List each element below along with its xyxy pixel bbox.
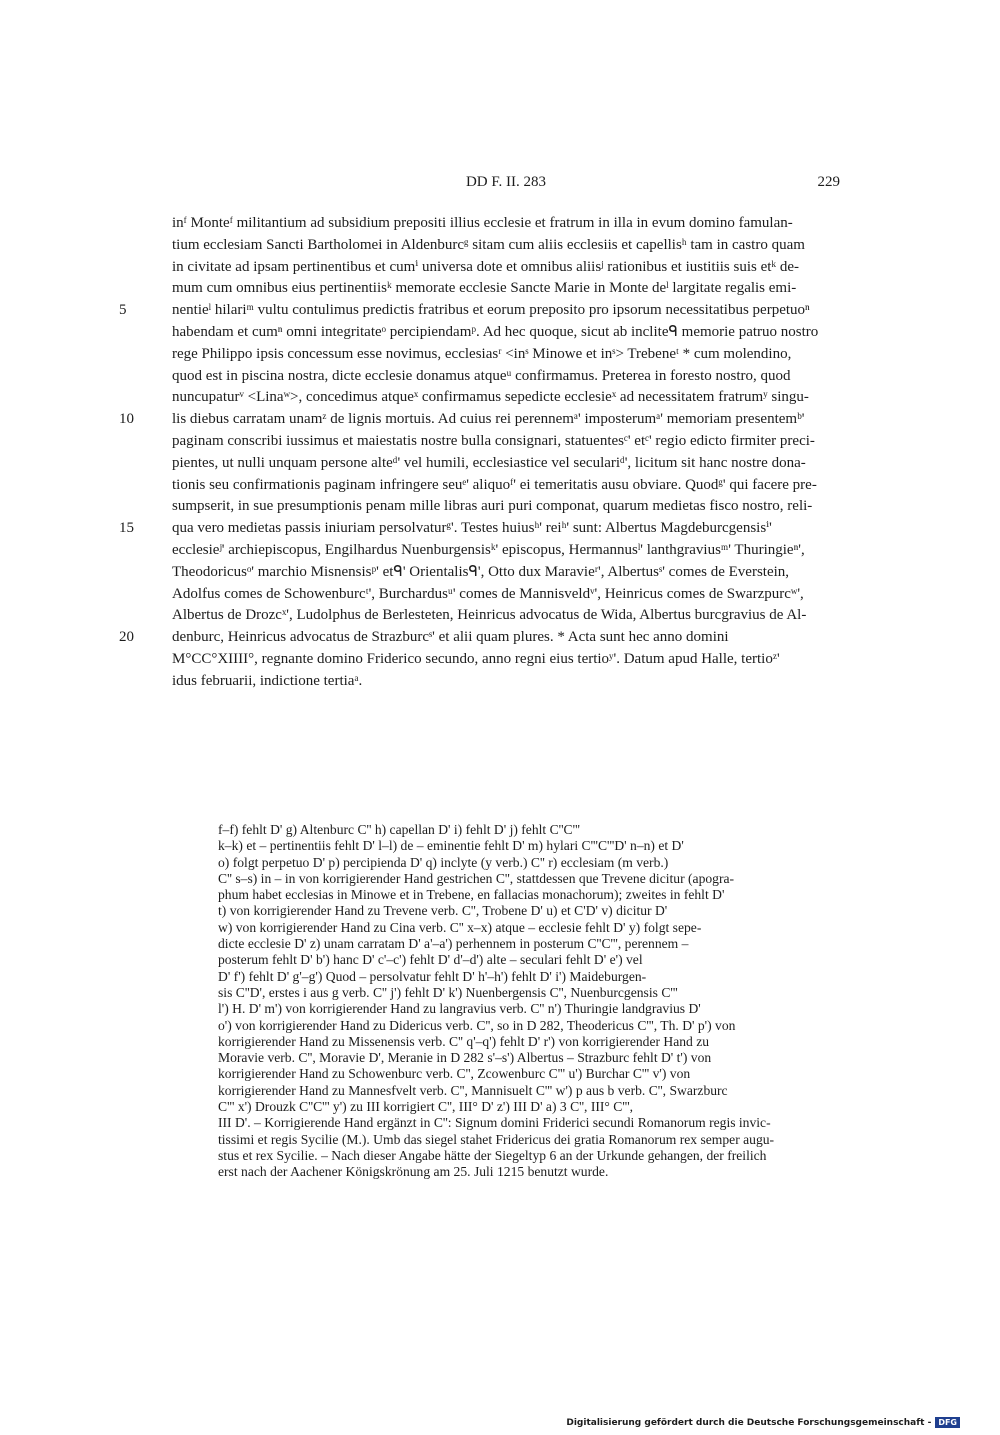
line-text: Albertus de Drozcˣ', Ludolphus de Berlesteten, Heinricus advocatus de Wida, Albertus burcgravius de Al-	[172, 607, 807, 624]
line-text: denburc, Heinricus advocatus de Strazburcˢ' et alii quam plures. * Acta sunt hec anno domini	[172, 629, 729, 646]
line-text: nuncupaturᵛ <Linaʷ>, concedimus atqueˣ confirmamus sepedicte ecclesieˣ ad necessitatem fratrumʸ singu-	[172, 389, 809, 406]
text-line	[172, 344, 840, 366]
text-line	[172, 278, 840, 300]
line-text: pientes, ut nulli unquam persone alteᵈ' vel humili, ecclesiastice vel seculariᵈ', licitum sit hanc nostre dona-	[172, 454, 806, 471]
line-text: nentieˡ hilariᵐ vultu contulimus predictis fratribus et eorum preposito pro ipsorum necessitatibus perpetuoⁿ	[172, 302, 810, 319]
running-title: DD F. II. 283	[465, 174, 547, 190]
text-line	[172, 387, 840, 409]
text-line	[172, 496, 840, 518]
text-line	[119, 300, 840, 322]
note-line: korrigierender Hand zu Mannesfvelt verb. C'', Mannisuelt C''' w') p aus b verb. C'', Swarzburc	[218, 1082, 728, 1098]
line-text: tium ecclesiam Sancti Bartholomei in Aldenburcᵍ sitam cum aliis ecclesiis et capellisʰ tam in castro quam	[172, 236, 805, 253]
text-line	[172, 605, 840, 627]
text-line	[172, 257, 840, 279]
note-line: o) folgt perpetuo D' p) percipienda D' q) inclyte (y verb.) C'' r) ecclesiam (m verb.)	[218, 854, 669, 870]
line-text: sumpserit, in sue presumptionis penam mille libras auri puri componat, quarum medietas fisco nostro, reli-	[172, 498, 813, 515]
line-text: rege Philippo ipsis concessum esse novimus, ecclesiasʳ <inˢ Minowe et inˢ> Trebeneᵗ * cum molendino,	[172, 345, 792, 362]
text-line	[172, 453, 840, 475]
note-line: tissimi et regis Sycilie (M.). Umb das siegel stahet Fridericus dei gratia Romanorum rex semper augu-	[218, 1131, 775, 1147]
note-line: l') H. D' m') von korrigierender Hand zu langravius verb. C'' n') Thuringie landgravius D'	[218, 1001, 701, 1017]
line-number: 20	[119, 629, 134, 646]
line-text: Adolfus comes de Schowenburcᵗ', Burchardusᵘ' comes de Mannisveldᵛ', Heinricus comes de Swarzpurcʷ',	[172, 585, 804, 602]
note-line: korrigierender Hand zu Missenensis verb. C'' q'–q') fehlt D' r') von korrigierender Hand zu	[218, 1033, 710, 1049]
text-line	[172, 649, 840, 671]
line-text: quod est in piscina nostra, dicte ecclesie donamus atqueᵘ confirmamus. Preterea in foresto nostro, quod	[172, 367, 791, 384]
text-line	[172, 235, 840, 257]
page-number: 229	[817, 174, 840, 190]
line-text: habendam et cumⁿ omni integritateᵒ percipiendamᵖ. Ad hec quoque, sicut ab incliteᑫ memorie patruo nostro	[172, 323, 819, 340]
note-line: phum habet ecclesias in Minowe et in Trebene, en fallacias monachorum); zweites in fehlt D'	[218, 887, 725, 903]
text-line	[119, 518, 840, 540]
note-line: o') von korrigierender Hand zu Didericus verb. C'', so in D 282, Theodericus C''', Th. D' p') von	[218, 1017, 736, 1033]
text-line	[172, 540, 840, 562]
note-line: III D'. – Korrigierende Hand ergänzt in C'': Signum domini Friderici secundi Romanorum regis invic-	[218, 1115, 771, 1131]
line-text: idus februarii, indictione tertiaᵃ.	[172, 672, 363, 689]
note-line: dicte ecclesie D' z) unam carratam D' a'–a') perhennem in posterum C''C''', perennem –	[218, 936, 689, 952]
note-line: C''' x') Drouzk C''C''' y') zu III korrigiert C'', III° D' z') III D' a) 3 C'', III° C''',	[218, 1099, 634, 1115]
digitization-credit	[566, 1417, 960, 1428]
line-number: 10	[119, 411, 134, 428]
line-text: Theodoricusᵒ' marchio Misnensisᵖ' etᑫ' Orientalisᑫ', Otto dux Maravieʳ', Albertusˢ' comes de Everstein,	[172, 563, 790, 580]
line-number: 15	[119, 520, 134, 537]
note-line: w) von korrigierender Hand zu Cina verb. C'' x–x) atque – ecclesie fehlt D' y) folgt sepe-	[218, 919, 702, 935]
note-line: korrigierender Hand zu Schowenburc verb. C'', Zcowenburc C''' u') Burchar C''' v') von	[218, 1066, 691, 1082]
note-line: C'' s–s) in – in von korrigierender Hand gestrichen C'', stattdessen que Trevene dicitur (apogra-	[218, 870, 735, 886]
charter-text	[119, 213, 840, 693]
line-text: tionis seu confirmationis paginam infringere seuᵉ' aliquoᶠ' ei temeritatis ausu obviare. Quodᵍ' qui facere pre-	[172, 476, 817, 493]
text-line	[119, 627, 840, 649]
line-text: inᶠ Monteᶠ militantium ad subsidium prepositi illius ecclesie et fratrum in illa in evum domino famulan-	[172, 215, 793, 231]
note-line: erst nach der Aachener Königskrönung am 25. Juli 1215 benutzt wurde.	[218, 1164, 609, 1180]
critical-apparatus	[218, 822, 842, 1181]
text-line	[172, 431, 840, 453]
text-line	[172, 322, 840, 344]
note-line: t) von korrigierender Hand zu Trevene verb. C'', Trobene D' u) et C'D' v) dicitur D'	[218, 903, 668, 919]
line-text: qua vero medietas passis iniuriam persolvaturᵍ'. Testes huiusʰ' reiʰ' sunt: Albertus Magdeburcgensisⁱ'	[172, 520, 772, 537]
line-text: paginam conscribi iussimus et maiestatis nostre bulla consignari, statuentesᶜ' etᶜ' regio edicto firmiter preci-	[172, 432, 815, 449]
dfg-logo: DFG	[935, 1417, 960, 1428]
note-line: sis C''D', erstes i aus g verb. C'' j') fehlt D' k') Nuenbergensis C'', Nuenburcgensis C'''	[218, 984, 678, 1000]
line-text: in civitate ad ipsam pertinentibus et cumⁱ universa dote et omnibus aliisʲ rationibus et iustitiis suis etᵏ de-	[172, 258, 800, 275]
text-line	[172, 213, 840, 235]
line-text: M°CC°XIIII°, regnante domino Friderico secundo, anno regni eius tertioʸ'. Datum apud Halle, tertioᶻ'	[172, 650, 780, 667]
line-text: ecclesieʲ' archiepiscopus, Engilhardus Nuenburgensisᵏ' episcopus, Hermannusˡ' lanthgraviusᵐ' Thuringieⁿ',	[172, 541, 805, 558]
text-line	[172, 562, 840, 584]
line-text: lis diebus carratam unamᶻ de lignis mortuis. Ad cuius rei perennemᵃ' imposterumᵃ' memoriam presentemᵇ'	[172, 411, 805, 428]
note-line: D' f') fehlt D' g'–g') Quod – persolvatur fehlt D' h'–h') fehlt D' i') Maideburgen-	[218, 968, 647, 984]
note-line: f–f) fehlt D' g) Altenburc C'' h) capellan D' i) fehlt D' j) fehlt C''C'''	[218, 822, 580, 837]
note-line: posterum fehlt D' b') hanc D' c'–c') fehlt D' d'–d') alte – seculari fehlt D' e') vel	[218, 952, 643, 968]
text-line	[172, 584, 840, 606]
line-number: 5	[119, 302, 127, 319]
running-head	[172, 174, 840, 194]
note-line: k–k) et – pertinentiis fehlt D' l–l) de – eminentie fehlt D' m) hylari C'''C'''D' n–n) et D'	[218, 838, 684, 854]
credit-text: Digitalisierung gefördert durch die Deutsche Forschungsgemeinschaft -	[566, 1418, 932, 1428]
text-line	[172, 671, 840, 693]
text-line	[172, 475, 840, 497]
note-line: stus et rex Sycilie. – Nach dieser Angabe hätte der Siegeltyp 6 an der Urkunde gehangen, der freilich	[218, 1147, 767, 1163]
text-line	[119, 409, 840, 431]
note-line: Moravie verb. C'', Moravie D', Meranie in D 282 s'–s') Albertus – Strazburc fehlt D' t') von	[218, 1050, 712, 1066]
text-line	[172, 366, 840, 388]
line-text: mum cum omnibus eius pertinentiisᵏ memorate ecclesie Sancte Marie in Monte deˡ largitate regalis emi-	[172, 280, 797, 297]
